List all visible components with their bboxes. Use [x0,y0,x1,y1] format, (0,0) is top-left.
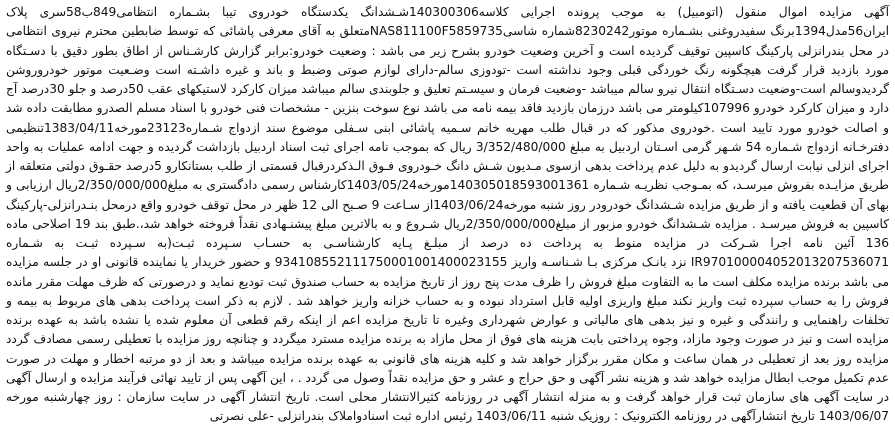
notice-body-text: آگهی مزایده اموال منقول (اتومبیل) به موجب پرونده اجرایی کلاسه140300306شـشدانگ یکدستگاه خودروی تیبا بشـماره انتظامی849ب58سری پلاک ایران56مدل1394برنگ سفیدروغنی بشـماره موتور8230242شماره شاسیNAS811100F5859735متعلق به آقای معرفی پاشائی که توسط ضابطین محترم نیروی انتظامی در محل بندرانزلی پارکینگ کاسپین توقیف گردیده است و آخرین وضعیت خودرو بشرح زیر می باشد : وضعیت خودرو:برابر گزارش کارشـناس از اطاق بطور دقیق با دسـتگاه مورد بازدید قرار گرفت هیچگونه رنگ خوردگی قبلی وجود نداشته است -تودوزی سالم-دارای لوازم صوتی وضبط و باند و غیره داشـته است وضـعیت موتور خودروروشن گردیدوسالم است-وضعیت دسـتگاه انتقال نیرو سالم میباشد -وضعیت فرمان و سیسـتم تعلیق و جلوبندی سالم میباشد میزان کارکرد لاستیکهای عقب 50درصد و جلو 30درصد آج دارد و میزان کارکرد خودرو 107996کیلومتر می باشد درزمان بازدید فاقد بیمه نامه می باشد نوع سوخت بنزین - مشخصات فنی خودرو با اسناد مسلم الصدرو مطابقت داده شد و اصالت خودرو مورد تایید است .خودروی مذکور که در قبال طلب مهریه خانم سـمیه پاشائی ابنی سـفلی موضوع سند ازدواج شـماره23123مورخه1383/04/11تنظیمی دفترخـانه ازدواج شـماره 54 شـهر گرمی اسـتان اردبیل به مبلغ 3/352/480/000 ریال که بموجب نامه اجرای ثبت اسناد اردبیل بازداشت گردیده و جهت ادامه عملیات به واحد اجرای انزلی نیابت ارسال گردیدو به دلیل عدم پرداخت بدهی ازسوی مـدیون شـش دانگ خـودروی فـوق الـذکردرقبال قسمتی از طلب بستانکارو 5درصد حقـوق دولتی متعلقه از طریق مزایـده بفروش میرسـد، که بمـوجب نظریـه شـماره 140305018593001361مورخه1403/05/24کارشناس رسمی دادگستری به مبلغ2/350/000/000ریال ارزیابی و بهای آن قطعیت یافته و از طریق مزایده شـشدانگ خودرودر روز شنبه مورخه1403/06/24از سـاعت 9 صـبح الی 12 ظهر در محل توقف خودرو واقع درمحل بنـدرانزلی-پارکینگ کاسپین به فروش میرسـد . مزایده شـشدانگ خودرو مزبور از مبلغ2/350/000/000ریال شـروع و به بالاترین مبلغ پیشنـهادی نقداً فروخته خواهد شد،.طبق بند 19 اصلاحی ماده 136 آئین نامه اجرا شـرکت در مزایده منوط به پرداخت ده درصد از مبلـغ پـایه کارشناسـی به حسـاب سـپرده ثبـت(به سـپرده ثبـت به شـماره IR970100004052013207536071 نزد بانـک مرکزی بـا شـناسـه واریز 934108552111750001001400023155 و حضور خریدار یا نماینده قانونی او در جلسه مزایده می باشد برنده مزایده مکلف است ما به التفاوت مبلغ فروش را ظرف مدت پنج روز از تاریخ مزایده به حساب صندوق ثبت تودیع نماید و درصورتی که ظرف مهلت مقرر مانده فروش را به حساب سپرده ثبت واریز نکند مبلغ واریزی اولیه قابل استرداد نبوده و به حساب خزانه واریز خواهد شد . لازم به ذکر است پرداخت بدهی های مربوط به بیمه و تخلفات راهنمایی و رانندگی و غیره و نیز بدهی های مالیاتی و عوارض شهرداری وغیره تا تاریخ مزایده اعم از اینکه رقم قطعی آن معلوم شده یا نشده باشد به عهده برنده مزایده است و نیز در صورت وجود مازاد، وجوه پرداختی بابت هزینه های فوق از محل مازاد به برنده مزایده مسترد میگردد و چنانچه روز مزایده با تعطیلی رسمی مصادف گردد مزایده روز بعد از تعطیلی در همان ساعت و مکان مقرر برگزار خواهد شد و کلیه هزینه های قانونی به عهده برنده مزایده میباشد و بعد از دو مرتبه اخطار و مهلت در صورت عدم تکمیل موجب ابطال مزایده خواهد شد و هزینه نشر آگهی و حق حراج و عشر و حق مزایده نقداً وصول می گردد . ، این آگهی پس از تایید نهائی فرآیند مزایده و ارسال آگهی در سایت آگهی های سازمان ثبت قرار خواهد گرفت و به منزله انتشار آگهی در روزنامه کثیرالانتشار محلی است. تاریخ انتشار آگهی در سایت سازمان : روز چهارشنبه مورخه 1403/06/07 تاریخ انتشارآگهی در روزنامه الکترونیک : روزیک شنبه 1403/06/11 رئیس اداره ثبت اسنادواملاک بندرانزلی -علی نصرتی [6,5,890,424]
